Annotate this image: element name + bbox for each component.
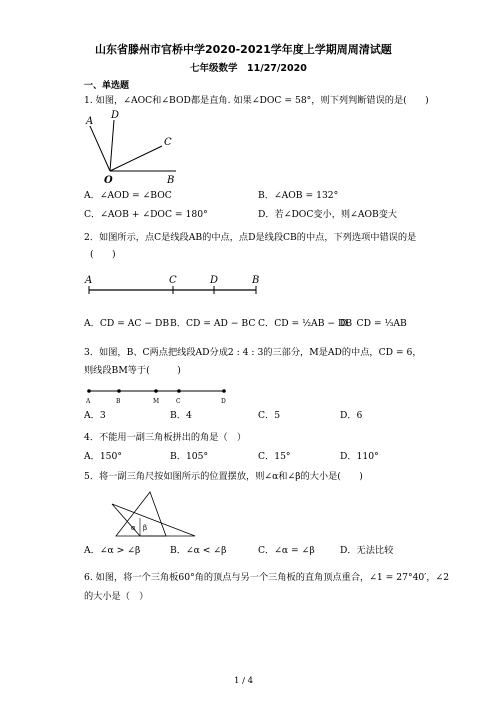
question-3-stem: 3．如图，B、C两点把线段AD分成2 : 4 : 3的三部分，M是AD的中点，CD = 6， — [84, 347, 422, 358]
question-3-option-a: A．3 — [84, 410, 106, 421]
document-subtitle: 七年级数学 11/27/2020 — [190, 63, 307, 74]
question-3-option-b: B．4 — [170, 410, 192, 421]
question-5-option-b: B．∠α < ∠β — [170, 545, 227, 556]
question-3-option-d: D．6 — [340, 410, 363, 421]
question-1-option-c: C．∠AOB + ∠DOC = 180° — [84, 209, 208, 220]
question-4-option-c: C．15° — [258, 451, 291, 462]
figure-label: A — [86, 398, 91, 405]
question-2-stem: 2．如图所示，点C是线段AB的中点，点D是线段CB的中点，下列选项中错误的是 — [84, 232, 417, 243]
question-2-option-d: D．CD = ⅓AB — [340, 318, 407, 329]
question-2-option-c: C．CD = ½AB − DB — [258, 318, 353, 329]
figure-label: C — [169, 275, 177, 286]
question-5-option-a: A．∠α > ∠β — [84, 545, 141, 556]
question-5-option-d: D．无法比较 — [340, 545, 394, 556]
question-1-option-a: A．∠AOD = ∠BOC — [84, 190, 172, 201]
question-5-stem: 5．将一副三角尺按如图所示的位置摆放，则∠α和∠β的大小是( ) — [84, 471, 363, 482]
document-title: 山东省滕州市官桥中学2020-2021学年度上学期周周清试题 — [95, 43, 392, 56]
question-3-option-c: C．5 — [258, 410, 281, 421]
question-1-option-d: D．若∠DOC变小，则∠AOB变大 — [258, 209, 398, 220]
figure-label: A — [86, 116, 94, 127]
question-3-stem-cont: 则线段BM等于( ) — [84, 365, 181, 376]
question-1-option-b: B．∠AOB = 132° — [258, 190, 339, 201]
figure-label: C — [164, 137, 172, 148]
figure-label: D — [221, 398, 226, 405]
question-2-option-a: A．CD = AC − DB — [84, 318, 170, 329]
figure-label: C — [176, 398, 181, 405]
question-4-stem: 4．不能用一副三角板拼出的角是（ ） — [84, 432, 247, 443]
figure-label: B — [252, 275, 260, 286]
question-2-stem-cont: ( ) — [90, 249, 116, 260]
question-6-stem: 6. 如图，将一个三角板60°角的顶点与另一个三角板的直角顶点重合，∠1 = 27°40′，∠2 — [84, 572, 450, 583]
question-2-figure — [84, 272, 264, 296]
figure-label: D — [210, 275, 219, 286]
question-3-figure — [84, 384, 234, 406]
question-1-stem: 1. 如图，∠AOC和∠BOD都是直角. 如果∠DOC = 58°，则下列判断错误的是( ) — [84, 95, 429, 106]
figure-label: M — [153, 398, 160, 405]
figure-label: B — [116, 398, 121, 405]
page-number: 1 / 4 — [234, 676, 254, 686]
figure-label: β — [143, 524, 148, 532]
question-5-figure — [110, 490, 200, 542]
question-4-option-a: A．150° — [84, 451, 122, 462]
question-4-option-d: D．110° — [340, 451, 379, 462]
question-5-option-c: C．∠α = ∠β — [258, 545, 315, 556]
figure-label: A — [85, 275, 93, 286]
question-6-stem-cont: 的大小是（ ） — [84, 591, 149, 602]
section-heading: 一、单选题 — [84, 81, 130, 91]
question-4-option-b: B．105° — [170, 451, 209, 462]
figure-label: D — [111, 110, 120, 121]
question-1-figure — [84, 108, 194, 188]
figure-label: α — [131, 524, 136, 532]
question-2-option-b: B．CD = AD − BC — [170, 318, 256, 329]
figure-label: B — [167, 175, 175, 186]
figure-label: O — [104, 175, 113, 186]
